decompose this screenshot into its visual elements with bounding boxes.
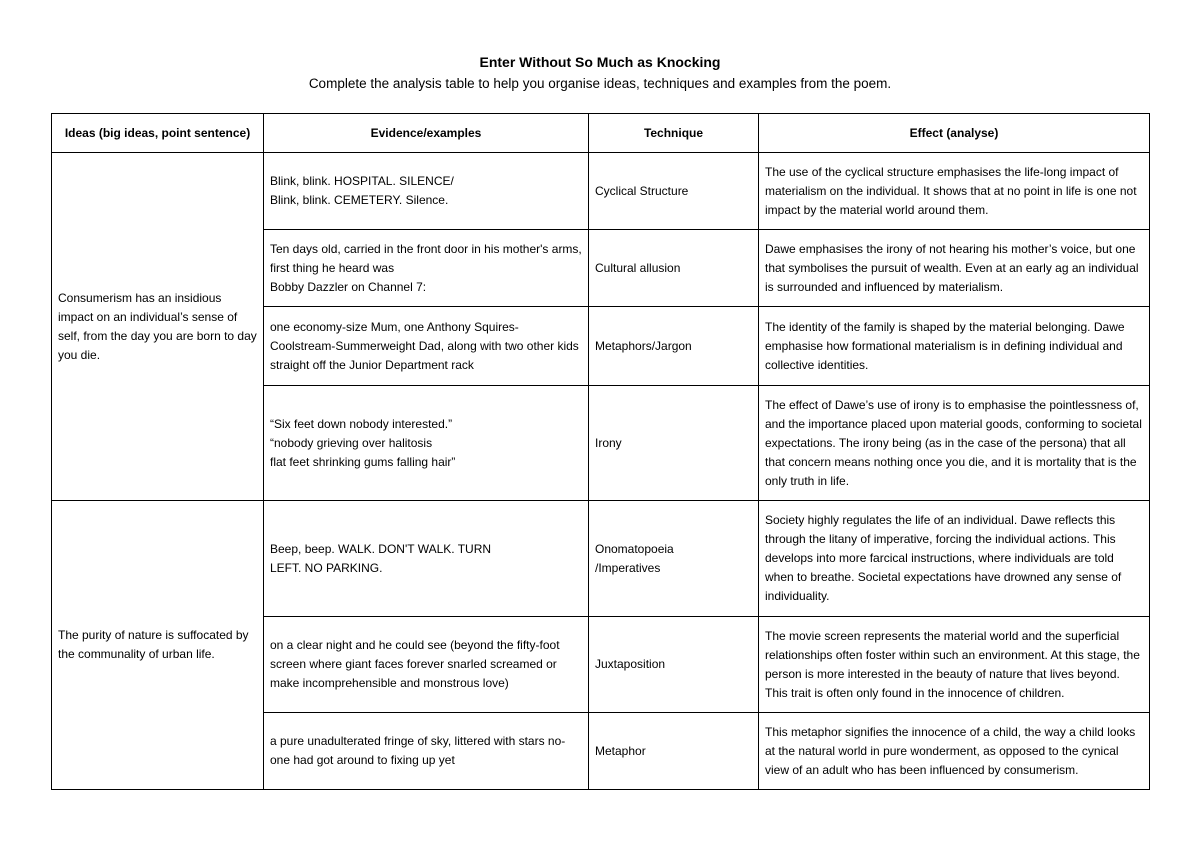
effect-text: The effect of Dawe’s use of irony is to emphasise the pointlessness of, and the importance placed upon material goods, conforming to societal expectations. The irony being (as in the case of the persona) that all that concern means nothing once you die, and it is mortality that is the only truth in life. <box>765 397 1142 488</box>
evidence-cell <box>264 153 589 230</box>
evidence-text: Blink, blink. HOSPITAL. SILENCE/ Blink, blink. CEMETERY. Silence. <box>270 174 454 207</box>
effect-cell <box>759 153 1150 230</box>
evidence-cell <box>264 230 589 307</box>
evidence-text: on a clear night and he could see (beyond the fifty-foot screen where giant faces forever snarled screamed or make incomprehensible and monstrous love) <box>270 638 560 690</box>
technique-text: Juxtaposition <box>595 657 666 671</box>
evidence-cell <box>264 501 589 617</box>
effect-text: This metaphor signifies the innocence of a child, the way a child looks at the natural world in pure wonderment, as opposed to the cynical view of an adult who has been influenced by consumerism. <box>765 724 1136 777</box>
evidence-cell <box>264 307 589 386</box>
analysis-table <box>51 113 1150 790</box>
table-row <box>52 501 1150 617</box>
effect-cell <box>759 501 1150 617</box>
technique-cell <box>589 713 759 790</box>
technique-text: Onomatopoeia /Imperatives <box>595 541 674 575</box>
document-subtitle: Complete the analysis table to help you organise ideas, techniques and examples from the poem. <box>308 76 892 91</box>
evidence-text: a pure unadulterated fringe of sky, littered with stars no-one had got around to fixing up yet <box>270 734 566 767</box>
idea-cell <box>52 153 264 501</box>
effect-cell <box>759 307 1150 386</box>
header-technique: Technique <box>589 114 759 153</box>
effect-cell <box>759 230 1150 307</box>
technique-cell <box>589 153 759 230</box>
header-effect: Effect (analyse) <box>759 114 1150 153</box>
technique-text: Cyclical Structure <box>595 183 689 198</box>
technique-cell <box>589 501 759 617</box>
effect-text: The identity of the family is shaped by the material belonging. Dawe emphasise how formational materialism is in defining individual and collective identities. <box>765 319 1125 372</box>
effect-text: The movie screen represents the material world and the superficial relationships often foster within such an environment. At this stage, the person is more interested in the beauty of nature that lives beyond. This trait is often only found in the innocence of children. <box>765 628 1140 700</box>
technique-text: Cultural allusion <box>595 260 681 275</box>
evidence-cell <box>264 386 589 501</box>
evidence-cell <box>264 713 589 790</box>
technique-cell <box>589 230 759 307</box>
effect-text: Dawe emphasises the irony of not hearing his mother’s voice, but one that symbolises the pursuit of wealth. Even at an early ag an individual is surrounded and influenced by materialism. <box>765 241 1139 294</box>
evidence-text: one economy-size Mum, one Anthony Squires-Coolstream-Summerweight Dad, along with two other kids straight off the Junior Department rack <box>270 319 579 372</box>
effect-cell <box>759 713 1150 790</box>
header-ideas: Ideas (big ideas, point sentence) <box>52 114 264 153</box>
evidence-text: Ten days old, carried in the front door in his mother's arms, first thing he heard was Bobby Dazzler on Channel 7: <box>270 241 582 294</box>
technique-cell <box>589 386 759 501</box>
technique-text: Metaphors/Jargon <box>595 338 692 353</box>
effect-text: The use of the cyclical structure emphasises the life-long impact of materialism on the individual. It shows that at no point in life is one not impact by the material world around them. <box>765 164 1137 217</box>
idea-text: Consumerism has an insidious impact on an individual’s sense of self, from the day you are born to day you die. <box>58 290 257 362</box>
technique-cell <box>589 307 759 386</box>
technique-cell <box>589 617 759 713</box>
evidence-cell <box>264 617 589 713</box>
technique-text: Irony <box>595 435 622 450</box>
evidence-text: “Six feet down nobody interested.” “nobody grieving over halitosis flat feet shrinking gums falling hair” <box>270 416 456 469</box>
effect-cell <box>759 617 1150 713</box>
evidence-text: Beep, beep. WALK. DON'T WALK. TURN LEFT. NO PARKING. <box>270 541 492 575</box>
table-header-row <box>52 114 1150 153</box>
effect-cell <box>759 386 1150 501</box>
idea-cell <box>52 501 264 790</box>
idea-text: The purity of nature is suffocated by the communality of urban life. <box>58 628 249 661</box>
technique-text: Metaphor <box>595 743 646 758</box>
document-title: Enter Without So Much as Knocking <box>479 54 721 70</box>
header-evidence: Evidence/examples <box>264 114 589 153</box>
effect-text: Society highly regulates the life of an individual. Dawe reflects this through the litany of imperative, forcing the individual actions. This develops into more farcical instructions, where individuals are told when to breathe. Societal expectations have drowned any sense of individuality. <box>765 513 1122 603</box>
table-row <box>52 153 1150 230</box>
